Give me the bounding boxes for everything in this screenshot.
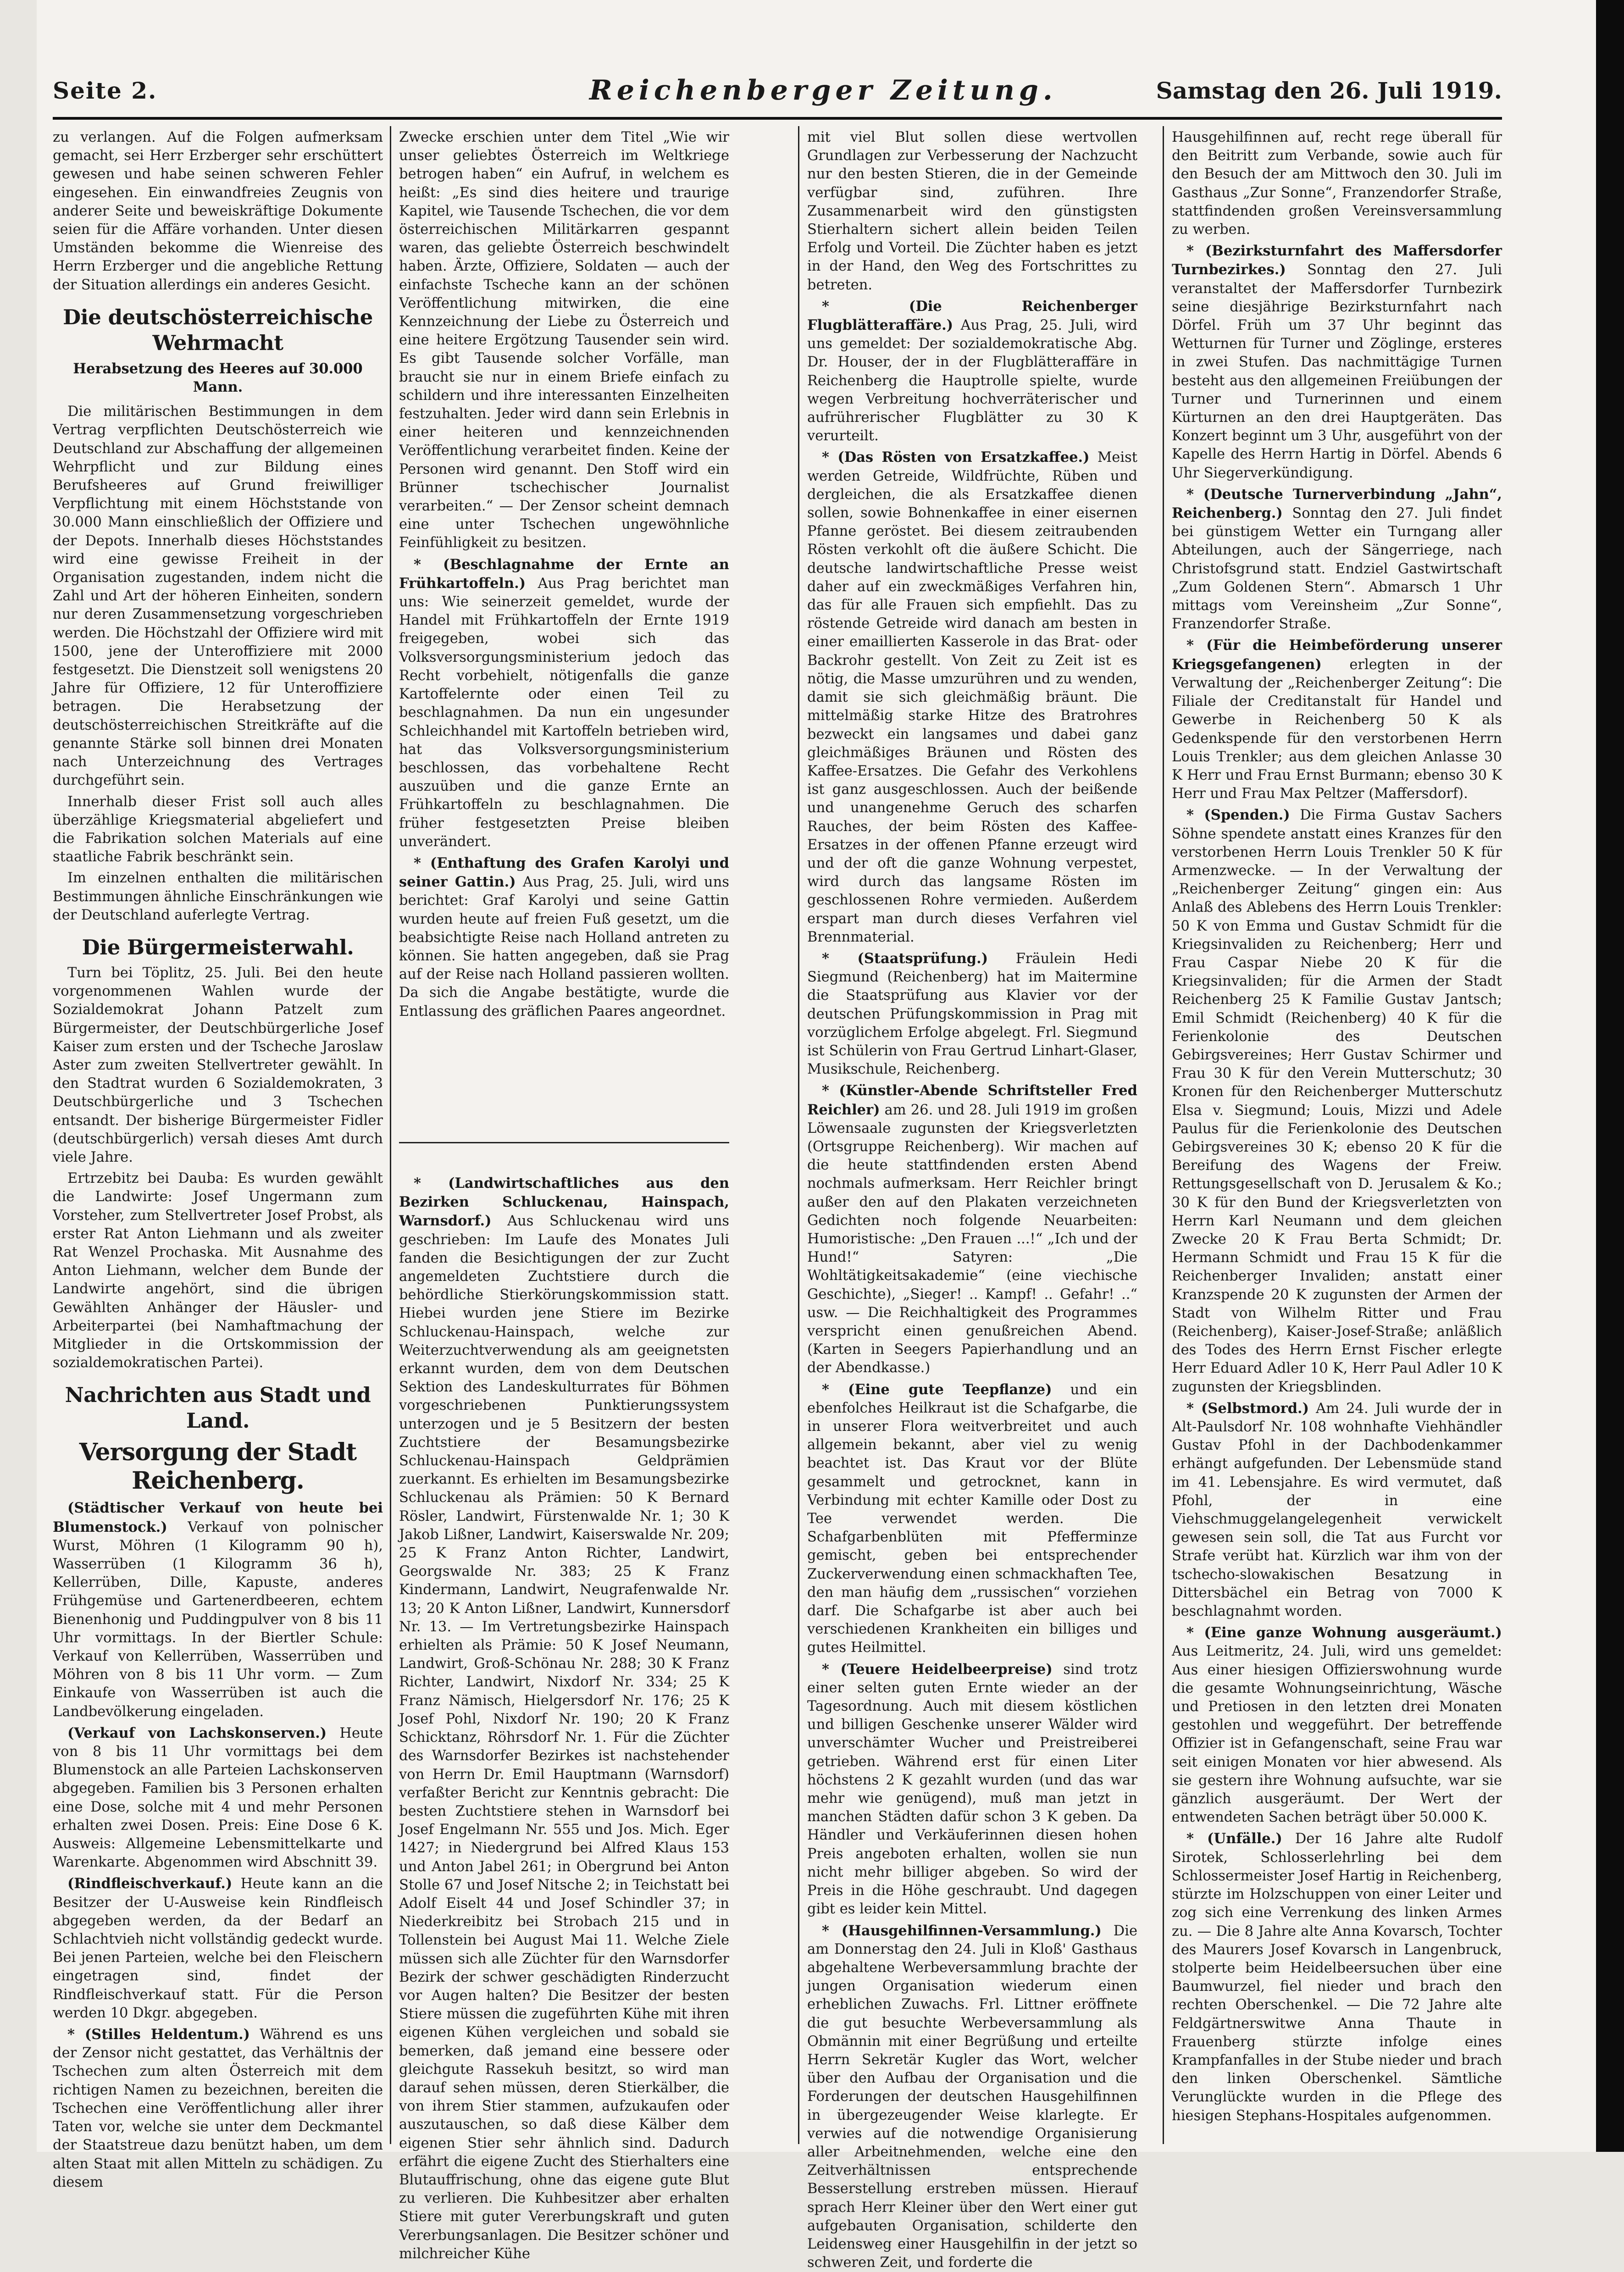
column-2	[399, 128, 729, 1165]
article-text: zu verlangen. Auf die Folgen aufmerksam gemacht, sei Herr Erzberger sehr erschüttert gewesen und habe seinen schweren Fehler eingesehen. Ein einwandfreies Zeugnis von anderer Seite und beweiskräftige Dokumente seien für die Affäre vorhanden. Unter diesen Umständen bekomme die Wienreise des Herrn Erzberger und die angebliche Rettung der Situation allerdings ein anderes Gesicht.	[53, 128, 383, 294]
news-item	[807, 1660, 1137, 1919]
news-item-title: * (Eine ganze Wohnung ausgeräumt.)	[1186, 1624, 1502, 1641]
news-item	[807, 448, 1137, 946]
news-item	[53, 1724, 383, 1872]
news-item-body: Sonntag den 27. Juli findet bei günstigem Wetter ein Turngang aller Abteilungen, auch der Sängerriege, nach Christofsgrund statt. Endziel Gastwirtschaft „Zum Goldenen Stern“. Abmarsch 1 Uhr mittags vom Vereinsheim „Zur Sonne“, Franzendorfer Straße.	[1172, 505, 1502, 632]
article-text: mit viel Blut sollen diese wertvollen Grundlagen zur Verbesserung der Nachzucht nur den besten Stieren, die in der Gemeinde verfügbar sind, zuführen. Ihre Zusammenarbeit wird den günstigsten Stierhaltern sichert allein beiden Teilen Erfolg und Vorteil. Die Züchter haben es jetzt in der Hand, den Weg des Fortschrittes zu betreten.	[807, 128, 1137, 294]
news-item	[53, 1874, 383, 2023]
news-item-body: sind trotz einer selten guten Ernte wieder an der Tagesordnung. Auch mit diesem köstlichen und billigen Geschenke unserer Wälder wird unverschämter Wucher und Preistreiberei getrieben. Während erst für einen Liter höchstens 2 K gezahlt wurden (und das war mehr wie genügend), muß man jetzt in manchen Städten dafür schon 3 K geben. Da Händler und Verkäuferinnen diesen hohen Preis angeboten erhalten, wollen sie nun nicht mehr billiger abgeben. So wird der Preis in die Höhe geschraubt. Und dagegen gibt es leider kein Mittel.	[807, 1662, 1137, 1917]
news-item	[807, 1922, 1137, 2272]
column-4	[1172, 128, 1502, 2123]
column-divider	[798, 126, 799, 2144]
news-item-body: Aus Prag, 25. Juli, wird uns berichtet: Graf Karolyi und seine Gattin wurden heute auf freien Fuß gesetzt, um die beabsichtigte Reise nach Holland antreten zu können. Sie hatten angegeben, daß sie Prag auf der Reise nach Holland passieren wollten. Da sich die Angabe bestätigte, wurde die Entlassung des gräflichen Paares angeordnet.	[399, 874, 729, 1019]
article-text: Innerhalb dieser Frist soll auch alles überzählige Kriegsmaterial abgeliefert und die Fabrikation solchen Materials auf eine staatliche Fabrik beschränkt sein.	[53, 793, 383, 867]
news-item-title: * (Beschlagnahme der Ernte an Frühkartoffeln.)	[399, 556, 729, 592]
news-item-title: * (Unfälle.)	[1186, 1830, 1282, 1847]
section-headline: Nachrichten aus Stadt und Land.	[53, 1382, 383, 1434]
article-text: Hausgehilfinnen auf, recht rege überall für den Beitritt zum Verbande, sowie auch für den Besuch der am Mittwoch den 30. Juli im Gasthaus „Zur Sonne“, Franzendorfer Straße, stattfindenden großen Vereinsversammlung zu werben.	[1172, 128, 1502, 239]
news-item-title: * (Selbstmord.)	[1186, 1400, 1309, 1417]
headline: Versorgung der Stadt Reichenberg.	[53, 1438, 383, 1495]
news-item	[1172, 242, 1502, 482]
news-item-body: am 26. und 28. Juli 1919 im großen Löwensaale zugunsten der Kriegsverletzten (Ortsgruppe Reichenberg). Wir machen auf die heute stattfindenden ersten Abend nochmals aufmerksam. Herr Reichler bringt außer den auf den Plakaten verzeichneten Gedichten noch folgende Neuarbeiten: Humoristische: „Den Frauen ...!“ „Ich und der Hund!“ Satyren: „Die Wohltätigkeitsakademie“ (eine viechische Geschichte), „Sieger! .. Kampf! .. Gefahr! ..“ usw. — Die Reichhaltigkeit des Programmes verspricht einen genußreichen Abend. (Karten in Seegers Papierhandlung und an der Abendkasse.)	[807, 1102, 1137, 1376]
news-item-body: Sonntag den 27. Juli veranstaltet der Maffersdorfer Turnbezirk seine diesjährige Bezirksturnfahrt nach Dörfel. Früh um 37 Uhr beginnt das Wetturnen für Turner und Zöglinge, ersteres in zwei Stufen. Das nachmittägige Turnen besteht aus den allgemeinen Freiübungen der Turner und Turnerinnen und einem Kürturnen an den drei Hauptgeräten. Das Konzert beginnt um 3 Uhr, ausgeführt von der Kapelle des Herrn Hartig in Dörfel. Abends 6 Uhr Siegerverkündigung.	[1172, 262, 1502, 481]
scan-edge	[1596, 0, 1624, 2152]
news-item-body: Während es uns der Zensor nicht gestattet, das Verhältnis der Tschechen zum alten Österreich mit dem richtigen Namen zu bezeichnen, bereiten die Tschechen eine Veröffentlichung aller ihrer Taten vor, welche sie unter dem Deckmantel der Staatstreue dazu benützt haben, um dem alten Staat mit allen Mitteln zu schädigen. Zu diesem	[53, 2027, 383, 2190]
article-text: Zwecke erschien unter dem Titel „Wie wir unser geliebtes Österreich im Weltkriege betrogen haben“ ein Aufruf, in welchem es heißt: „Es sind dies heitere und traurige Kapitel, wie Tausende Tschechen, die vor dem österreichischen Militärkarren gespannt waren, das geliebte Österreich beschwindelt haben. Ärzte, Offiziere, Soldaten — auch der einfachste Tscheche kann an der schönen Veröffentlichung mitwirken, die eine Kennzeichnung der Liebe zu Österreich und eine heitere Ergötzung Tausender sein wird. Es gibt Tausende solcher Vorfälle, man braucht sie nur in einem Briefe einfach zu schildern und ihre interessanten Einzelheiten festzuhalten. Jeder wird dann sein Erlebnis in einer heiteren und kennzeichnenden Veröffentlichung verarbeitet finden. Keine der Personen wird genannt. Den Stoff wird ein Brünner tschechischer Journalist verarbeiten.“ — Der Zensor scheint demnach eine unter Tschechen ungewöhnliche Feinfühligkeit zu besitzen.	[399, 128, 729, 553]
news-item	[1172, 1624, 1502, 1827]
column-2-lower	[399, 1174, 729, 2123]
news-item-title: (Verkauf von Lachskonserven.)	[67, 1725, 327, 1741]
news-item-body: Die am Donnerstag den 24. Juli in Kloß' Gasthaus abgehaltene Werbeversammlung brachte der jungen Organisation wiederum einen erheblichen Zuwachs. Frl. Littner eröffnete die gut besuchte Werbeversammlung als Obmännin mit einer Begrüßung und erteilte Herrn Sekretär Kugler das Wort, welcher über den Aufbau der Organisation und die Forderungen der deutschen Hausgehilfinnen in übergezeugender Weise klarlegte. Er verwies auf die notwendige Organisierung aller Arbeitnehmenden, welche eine den Zeitverhältnissen entsprechende Besserstellung erstreben müssen. Hierauf sprach Herr Kleiner über den Wert einer gut aufgebauten Organisation, schilderte den Leidensweg einer Hausgehilfin in der jetzt so schweren Zeit, und forderte die	[807, 1923, 1137, 2271]
news-item-title: * (Deutsche Turnerverbindung „Jahn“, Reichenberg.)	[1172, 486, 1502, 521]
news-item-title: * (Hausgehilfinnen-Versammlung.)	[822, 1923, 1102, 1939]
news-item	[399, 555, 729, 851]
page-number: Seite 2.	[53, 77, 157, 104]
news-item-title: * (Eine gute Teepflanze)	[822, 1381, 1052, 1398]
news-item-title: * (Für die Heimbeförderung unserer Kriegsgefangenen)	[1172, 637, 1502, 672]
article-text: Ertrzebitz bei Dauba: Es wurden gewählt die Landwirte: Josef Ungermann zum Vorsteher, zum Stellvertreter Josef Probst, als erster Rat Anton Liehmann und als zweiter Rat Wenzel Prochaska. Mit Ausnahme des Anton Liehmann, welcher dem Bunde der Landwirte angehört, sind die übrigen Gewählten Anhänger der Häusler- und Arbeiterpartei (bei Namhaftmachung der Mitglieder in die Ortskommission der sozialdemokratischen Partei).	[53, 1169, 383, 1372]
headline: Die deutschösterreichische Wehrmacht	[53, 305, 383, 356]
news-item-body: erlegten in der Verwaltung der „Reichenberger Zeitung“: Die Filiale der Creditanstalt für Handel und Gewerbe in Reichenberg 50 K als Gedenkspende für den verstorbenen Herrn Louis Trenkler; aus dem gleichen Anlasse 30 K Herr und Frau Ernst Burmann; ebenso 30 K Herr und Frau Max Peltzer (Maffersdorf).	[1172, 657, 1502, 802]
news-item	[807, 1380, 1137, 1657]
news-item	[399, 854, 729, 1021]
news-item-body: Die Firma Gustav Sachers Söhne spendete anstatt eines Kranzes für den verstorbenen Herrn Louis Trenkler 50 K für Armenzwecke. — In der Verwaltung der „Reichenberger Zeitung“ gingen ein: Aus Anlaß des Ablebens des Herrn Louis Trenkler: 50 K von Emma und Gustav Schmidt für die Kriegsinvaliden zu Reichenberg; Herr und Frau Caspar Niebe 20 K für die Kriegsinvaliden; für die Armen der Stadt Reichenberg 25 K Familie Gustav Jantsch; Emil Schmidt (Reichenberg) 40 K für die Ferienkolonie des Deutschen Gebirgsvereines; Herr Gustav Schirmer und Frau 30 K für den Verein Mutterschutz; 30 Kronen für den Reichenberger Mutterschutz Elsa v. Siegmund; Louis, Mizzi und Adele Paulus für die Ferienkolonie des Deutschen Gebirgsvereines 30 K; ebenso 20 K für die Bereifung des Wagens der Freiw. Rettungsgesellschaft von D. Jerusalem & Ko.; 30 K für den Bund der Kriegsverletzten von Herrn Karl Neumann und dem gleichen Zwecke 20 K Frau Berta Schmidt; Dr. Hermann Schmidt und Frau 15 K für die Reichenberger Invaliden; anstatt einer Kranzspende 20 K zugunsten der Armen der Stadt von Wilhelm Ritter und Frau (Reichenberg), Kaiser-Josef-Straße; anläßlich des Todes des Herrn Ernst Fischer erlegte Herr Eduard Adler 10 K, Herr Paul Adler 10 K zugunsten der Kriegsblinden.	[1172, 807, 1502, 1395]
newspaper-title: Reichenberger Zeitung.	[589, 74, 1057, 106]
news-item	[399, 1174, 729, 2263]
news-item	[807, 1081, 1137, 1377]
news-item	[1172, 636, 1502, 803]
news-item-body: Meist werden Getreide, Wildfrüchte, Rüben und dergleichen, die als Ersatzkaffee dienen sollen, sowie Bohnenkaffee in einer eisernen Pfanne geröstet. Bei diesem zeitraubenden Rösten verkohlt oft die äußere Schicht. Die deutsche landwirtschaftliche Presse weist daher auf ein zweckmäßiges Verfahren hin, das für alle Frauen sich empfiehlt. Das zu röstende Getreide wird danach am besten in einer emaillierten Kasserole in das Brat- oder Backrohr gestellt. Von Zeit zu Zeit ist es nötig, die Masse umzurühren und zu wenden, damit sie sich gleichmäßig bräunt. Die mittelmäßig starke Hitze des Bratrohres bezweckt ein langsames und dabei ganz gleichmäßiges Bräunen und Rösten des Kaffee-Ersatzes. Die Gefahr des Verkohlens ist ganz ausgeschlossen. Auch der beißende und unangenehme Geruch des scharfen Rauches, der beim Rösten des Kaffee-Ersatzes in der offenen Pfanne erzeugt wird und der oft die ganze Wohnung verpestet, wird durch das langsame Rösten im geschlossenen Rohre vermieden. Außerdem erspart man durch dieses Verfahren viel Brennmaterial.	[807, 449, 1137, 945]
news-item-title: * (Landwirtschaftliches aus den Bezirken Schluckenau, Hainspach, Warnsdorf.)	[399, 1175, 729, 1229]
news-item-title: * (Bezirksturnfahrt des Maffersdorfer Turnbezirkes.)	[1172, 243, 1502, 278]
column-divider	[1163, 126, 1164, 2144]
page-header	[53, 77, 1502, 109]
column-1	[53, 128, 383, 2123]
news-item-body: Aus Prag, 25. Juli, wird uns gemeldet: Der sozialdemokratische Abg. Dr. Houser, der in der Flugblätteraffäre in Reichenberg die Hauptrolle spielte, wurde wegen Verbreitung hochverräterischer und aufrührerischer Flugblätter zu 30 K verurteilt.	[807, 317, 1137, 444]
news-item	[1172, 485, 1502, 634]
article-text: Im einzelnen enthalten die militärischen Bestimmungen ähnliche Einschränkungen wie der Deutschland auferlegte Vertrag.	[53, 869, 383, 925]
news-item-title: * (Teuere Heidelbeerpreise)	[822, 1661, 1053, 1678]
headline: Die Bürgermeisterwahl.	[53, 935, 383, 960]
news-item-body: Aus Leitmeritz, 24. Juli, wird uns gemeldet: Aus einer hiesigen Offizierswohnung wurde die gesamte Wohnungseinrichtung, Wäsche und Pretiosen in den letzten drei Monaten gestohlen und weggeführt. Der betreffende Offizier ist in Gefangenschaft, seine Frau war seit einigen Monaten vor hier abwesend. Als sie gestern ihre Wohnung aufsuchte, war sie gänzlich ausgeräumt. Der Wert der entwendeten Sachen beträgt über 50.000 K.	[1172, 1643, 1502, 1825]
news-item-body: Fräulein Hedi Siegmund (Reichenberg) hat im Maitermine die Staatsprüfung aus Klavier vor der deutschen Prüfungskommission in Prag mit vorzüglichem Erfolge abgelegt. Frl. Siegmund ist Schülerin von Frau Gertrud Linhart-Glaser, Musikschule, Reichenberg.	[807, 951, 1137, 1077]
news-item-body: Der 16 Jahre alte Rudolf Sirotek, Schlosserlehrling bei dem Schlossermeister Josef Hartig in Reichenberg, stürzte im Holzschuppen von einer Leiter und zog sich eine Verrenkung des linken Armes zu. — Die 8 Jahre alte Anna Kovarsch, Tochter des Maurers Josef Kovarsch in Langenbruck, stolperte beim Heidelbeersuchen über eine Baumwurzel, fiel nieder und brach den rechten Oberschenkel. — Die 72 Jahre alte Feldgärtnerswitwe Anna Thaute in Frauenberg stürzte infolge eines Krampfanfalles in der Stube nieder und brach den linken Oberschenkel. Sämtliche Verunglückte wurden in die Pflege des hiesigen Stephans-Hospitales aufgenommen.	[1172, 1831, 1502, 2123]
news-item-title: * (Künstler-Abende Schriftsteller Fred Reichler)	[807, 1082, 1137, 1118]
news-item-body: Aus Schluckenau wird uns geschrieben: Im Laufe des Monates Juli fanden die Besichtigungen der zur Zucht angemeldeten Zuchtstiere durch die behördliche Stierkörungskommission statt. Hiebei wurden jene Stiere im Bezirke Schluckenau-Hainspach, welche zur Weiterzuchtverwendung als am geeignetsten erkannt wurden, dem von dem Deutschen Sektion des Landeskulturrates für Böhmen vorgeschriebenen Punktierungssystem unterzogen und je 5 Besitzern der besten Zuchtstiere der Besamungsbezirke Schluckenau-Hainspach Geldprämien zuerkannt. Es erhielten im Besamungsbezirke Schluckenau als Prämien: 50 K Bernard Rösler, Landwirt, Fürstenwalde Nr. 1; 30 K Jakob Lißner, Landwirt, Kaiserswalde Nr. 209; 25 K Franz Anton Richter, Landwirt, Georgswalde Nr. 383; 25 K Franz Kindermann, Landwirt, Neugrafenwalde Nr. 13; 20 K Anton Lißner, Landwirt, Kunnersdorf Nr. 13. — Im Vertretungsbezirke Hainspach erhielten als Prämie: 50 K Josef Neumann, Landwirt, Groß-Schönau Nr. 288; 30 K Franz Richter, Landwirt, Nixdorf Nr. 334; 25 K Franz Nämisch, Hielgersdorf Nr. 176; 25 K Josef Pohl, Nixdorf Nr. 190; 20 K Franz Schicktanz, Röhrsdorf Nr. 1. Für die Züchter des Warnsdorfer Bezirkes ist nachstehender von Herrn Dr. Emil Hauptmann (Warnsdorf) verfaßter Bericht zur Kenntnis gebracht: Die besten Zuchtstiere stehen in Warnsdorf bei Josef Engelmann Nr. 555 und Jos. Mich. Eger 1427; in Niedergrund bei Alfred Klaus 153 und Anton Jabel 261; in Obergrund bei Anton Stolle 67 und Josef Nitsche 2; in Teichstatt bei Adolf Eiselt 44 und Josef Schindler 37; in Niederkreibitz bei Strobach 215 und in Tollenstein bei August Mai 11. Welche Ziele müssen sich alle Züchter für den Warnsdorfer Bezirk der schwer geschädigten Rinderzucht vor Augen halten? Die Besitzer der besten Stiere müssen die zugeführten Kühe mit ihren eigenen Kühen vergleichen und sobald sie bemerken, daß jemand eine bessere oder gleichgute Rassekuh besitzt, so wird man darauf sehen müssen, deren Stierkälber, die von ihrem Stier stammen, aufzukaufen oder auszutauschen, so daß diese Kälber dem eigenen Stier sehr ähnlich sind. Dadurch erfährt die eigene Zucht des Stierhalters eine Blutauffrischung, ohne das eigene gute Blut zu verlieren. Die Kuhbesitzer aber erhalten Stiere mit guter Vererbungskraft und guten Vererbungsanlagen. Die Besitzer schöner und milchreicher Kühe	[399, 1213, 729, 2261]
article-text: Turn bei Töplitz, 25. Juli. Bei den heute vorgenommenen Wahlen wurde der Sozialdemokrat Johann Patzelt zum Bürgermeister, der Deutschbürgerliche Josef Kaiser zum ersten und der Tscheche Jaroslaw Aster zum zweiten Stellvertreter gewählt. In den Stadtrat wurden 6 Sozialdemokraten, 3 Deutschbürgerliche und 3 Tschechen entsandt. Der bisherige Bürgermeister Fidler (deutschbürgerlich) versah dieses Amt durch viele Jahre.	[53, 964, 383, 1167]
news-item-title: (Rindfleischverkauf.)	[67, 1875, 232, 1892]
news-item	[1172, 806, 1502, 1396]
news-item	[807, 297, 1137, 446]
news-item	[807, 949, 1137, 1079]
column-3	[807, 128, 1137, 2123]
news-item-title: * (Staatsprüfung.)	[822, 950, 988, 967]
news-item-body: Am 24. Juli wurde der in Alt-Paulsdorf Nr. 108 wohnhafte Viehhändler Gustav Pfohl in der Dachbodenkammer erhängt aufgefunden. Der Lebensmüde stand im 41. Lebensjahre. Es wird vermutet, daß Pfohl, der in eine Viehschmuggelangelegenheit verwickelt gewesen sein soll, die Tat aus Furcht vor Strafe verübt hat. Kürzlich war ihm von der tschecho-slowakischen Besatzung in Dittersbächel ein Betrag von 7000 K beschlagnahmt worden.	[1172, 1401, 1502, 1619]
news-item-title: (Städtischer Verkauf von heute bei Blumenstock.)	[53, 1500, 383, 1535]
news-item	[53, 1499, 383, 1721]
news-item-title: * (Das Rösten von Ersatzkaffee.)	[822, 449, 1090, 465]
news-item-body: Heute kann an die Besitzer der U-Ausweise kein Rindfleisch abgegeben werden, da der Bedarf an Schlachtvieh nicht vollständig gedeckt wurde. Bei jenen Parteien, welche bei den Fleischern eingetragen sind, findet der Rindfleischverkauf statt. Für die Person werden 10 Dkgr. abgegeben.	[53, 1876, 383, 2021]
header-rule	[53, 117, 1502, 120]
article-text: Die militärischen Bestimmungen in dem Vertrag verpflichten Deutschösterreich wie Deutschland zur Abschaffung der allgemeinen Wehrpflicht und zur Bildung eines Berufsheeres auf Grund freiwilliger Verpflichtung mit einem Höchststande von 30.000 Mann einschließlich der Offiziere und der Depots. Innerhalb dieses Höchststandes wird eine gewisse Freiheit in der Organisation zugestanden, indem nicht die Zahl und Art der höheren Einheiten, sondern nur deren Zusammensetzung vorgeschrieben werden. Die Höchstzahl der Offiziere wird mit 1500, jene der Unteroffiziere mit 2000 festgesetzt. Die Dienstzeit soll wenigstens 20 Jahre für Offiziere, 12 für Unteroffiziere betragen. Die Herabsetzung der deutschösterreichischen Streitkräfte auf die genannte Stärke soll binnen drei Monaten nach Unterzeichnung des Vertrages durchgeführt sein.	[53, 403, 383, 790]
news-item-body: und ein ebenfolches Heilkraut ist die Schafgarbe, die in unserer Flora weitverbreitet und auch allgemein bekannt, aber viel zu wenig beachtet ist. Das Kraut vor der Blüte gesammelt und getrocknet, kann in Verbindung mit echter Kamille oder Dost zu Tee verwendet werden. Die Schafgarbenblüten mit Pfefferminze gemischt, geben bei entsprechender Zuckerverwendung einen schmackhaften Tee, den man häufig dem „russischen“ vorziehen darf. Die Schafgarbe ist aber auch bei verschiedenen Krankheiten ein billiges und gutes Heilmittel.	[807, 1382, 1137, 1656]
news-item-title: * (Spenden.)	[1186, 807, 1290, 823]
news-item-title: * (Enthaftung des Grafen Karolyi und seiner Gattin.)	[399, 855, 729, 890]
news-item-body: Verkauf von polnischer Wurst, Möhren (1 Kilogramm 90 h), Wasserrüben (1 Kilogramm 36 h), Kellerrüben, Dille, Kapuste, anderes Frühgemüse und Gartenerdbeeren, echtem Bienenhonig und Puddingpulver von 8 bis 11 Uhr vormittags. In der Biertler Schule: Verkauf von Kellerrüben, Wasserrüben und Möhren von 8 bis 11 Uhr vorm. — Zum Einkaufe von Wasserrüben ist auch die Landbevölkerung eingeladen.	[53, 1519, 383, 1720]
subheadline: Herabsetzung des Heeres auf 30.000 Mann.	[53, 360, 383, 396]
news-item	[1172, 1399, 1502, 1621]
column-divider	[390, 126, 391, 2144]
news-item-body: Aus Prag berichtet man uns: Wie seinerzeit gemeldet, wurde der Handel mit Frühkartoffeln der Ernte 1919 freigegeben, wobei sich das Volksversorgungsministerium jedoch das Recht vorbehielt, nötigenfalls die ganze Kartoffelernte oder einen Teil zu beschlagnahmen. Da nun ein ungesunder Schleichhandel mit Kartoffeln betrieben wird, hat das Volksversorgungsministerium beschlossen, das vorbehaltene Recht auszuüben und die ganze Ernte an Frühkartoffeln zu beschlagnahmen. Die früher festgesetzten Preise bleiben unverändert.	[399, 576, 729, 850]
news-item	[1172, 1829, 1502, 2125]
news-item-body: Heute von 8 bis 11 Uhr vormittags bei dem Blumenstock an alle Parteien Lachskonserven abgegeben. Familien bis 3 Personen erhalten eine Dose, solche mit 4 und mehr Personen erhalten zwei Dosen. Preis: Eine Dose 6 K. Ausweis: Allgemeine Lebensmittelkarte und Warenkarte. Abgenommen wird Abschnitt 39.	[53, 1725, 383, 1870]
news-item	[53, 2025, 383, 2192]
news-item-title: * (Stilles Heldentum.)	[67, 2026, 250, 2043]
issue-date: Samstag den 26. Juli 1919.	[1156, 77, 1502, 104]
news-item-title: * (Die Reichenberger Flugblätteraffäre.)	[807, 298, 1137, 333]
